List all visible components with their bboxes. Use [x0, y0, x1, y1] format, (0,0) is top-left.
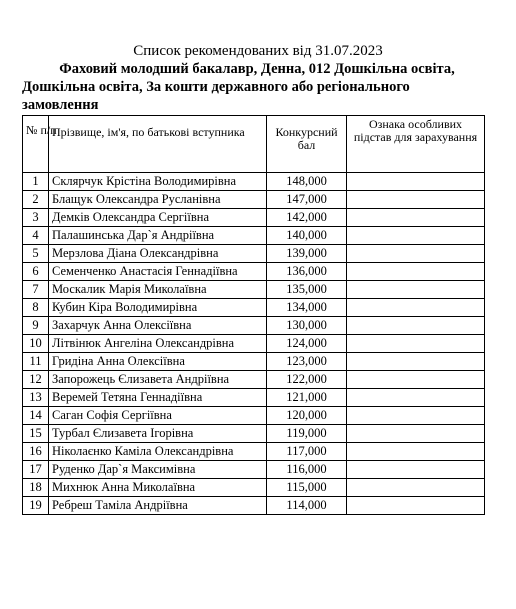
applicant-name-cell: Демків Олександра Сергіївна [49, 209, 267, 227]
row-number-cell: 5 [23, 245, 49, 263]
table-row [23, 443, 485, 461]
applicant-name-cell: Ніколаєнко Каміла Олександрівна [49, 443, 267, 461]
applicant-name-cell: Гридіна Анна Олексіївна [49, 353, 267, 371]
row-number-cell: 11 [23, 353, 49, 371]
column-header-number: № п/п [23, 116, 49, 173]
subtitle-line-2: Дошкільна освіта, За кошти державного або регіонального [22, 79, 410, 95]
table-row [23, 461, 485, 479]
row-number-cell: 19 [23, 497, 49, 515]
table-row [23, 425, 485, 443]
applicants-table [22, 115, 485, 515]
row-number-cell: 3 [23, 209, 49, 227]
row-number-cell: 7 [23, 281, 49, 299]
score-cell: 140,000 [267, 227, 347, 245]
applicant-name-cell: Кубин Кіра Володимирівна [49, 299, 267, 317]
special-grounds-cell [347, 263, 485, 281]
table-row [23, 389, 485, 407]
applicant-name-cell: Москалик Марія Миколаївна [49, 281, 267, 299]
column-header-score: Конкурсний бал [267, 116, 347, 173]
subtitle-line-1: Фаховий молодший бакалавр, Денна, 012 Дошкільна освіта, [59, 61, 455, 77]
applicant-name-cell: Саган Софія Сергіївна [49, 407, 267, 425]
table-row [23, 173, 485, 191]
special-grounds-cell [347, 173, 485, 191]
score-cell: 148,000 [267, 173, 347, 191]
score-cell: 134,000 [267, 299, 347, 317]
score-cell: 136,000 [267, 263, 347, 281]
applicant-name-cell: Турбал Єлизавета Ігорівна [49, 425, 267, 443]
special-grounds-cell [347, 335, 485, 353]
score-cell: 124,000 [267, 335, 347, 353]
applicant-name-cell: Літвінюк Ангеліна Олександрівна [49, 335, 267, 353]
special-grounds-cell [347, 407, 485, 425]
column-header-special-grounds: Ознака особливих підстав для зарахування [347, 116, 485, 173]
applicant-name-cell: Руденко Дар`я Максимівна [49, 461, 267, 479]
row-number-cell: 13 [23, 389, 49, 407]
row-number-cell: 14 [23, 407, 49, 425]
special-grounds-cell [347, 371, 485, 389]
table-row [23, 281, 485, 299]
special-grounds-cell [347, 425, 485, 443]
column-header-name: Прізвище, ім'я, по батькові вступника [49, 116, 267, 173]
applicant-name-cell: Семенченко Анастасія Геннадіївна [49, 263, 267, 281]
special-grounds-cell [347, 245, 485, 263]
row-number-cell: 2 [23, 191, 49, 209]
applicant-name-cell: Блащук Олександра Русланівна [49, 191, 267, 209]
applicant-name-cell: Ребреш Таміла Андріївна [49, 497, 267, 515]
row-number-cell: 10 [23, 335, 49, 353]
row-number-cell: 6 [23, 263, 49, 281]
row-number-cell: 4 [23, 227, 49, 245]
special-grounds-cell [347, 227, 485, 245]
row-number-cell: 18 [23, 479, 49, 497]
table-row [23, 497, 485, 515]
row-number-cell: 15 [23, 425, 49, 443]
special-grounds-cell [347, 281, 485, 299]
applicant-name-cell: Веремей Тетяна Геннадіївна [49, 389, 267, 407]
applicant-name-cell: Палашинська Дар`я Андріївна [49, 227, 267, 245]
score-cell: 130,000 [267, 317, 347, 335]
score-cell: 116,000 [267, 461, 347, 479]
row-number-cell: 16 [23, 443, 49, 461]
score-cell: 147,000 [267, 191, 347, 209]
applicant-name-cell: Захарчук Анна Олексіївна [49, 317, 267, 335]
table-row [23, 479, 485, 497]
special-grounds-cell [347, 317, 485, 335]
score-cell: 114,000 [267, 497, 347, 515]
table-row [23, 245, 485, 263]
score-cell: 115,000 [267, 479, 347, 497]
score-cell: 123,000 [267, 353, 347, 371]
special-grounds-cell [347, 299, 485, 317]
score-cell: 122,000 [267, 371, 347, 389]
score-cell: 120,000 [267, 407, 347, 425]
table-row [23, 371, 485, 389]
applicant-name-cell: Склярчук Крістіна Володимирівна [49, 173, 267, 191]
table-row [23, 353, 485, 371]
row-number-cell: 12 [23, 371, 49, 389]
table-row [23, 227, 485, 245]
row-number-cell: 9 [23, 317, 49, 335]
subtitle-line-3: замовлення [22, 97, 99, 113]
score-cell: 135,000 [267, 281, 347, 299]
special-grounds-cell [347, 209, 485, 227]
special-grounds-cell [347, 389, 485, 407]
special-grounds-cell [347, 191, 485, 209]
special-grounds-cell [347, 461, 485, 479]
applicant-name-cell: Запорожець Єлизавета Андріївна [49, 371, 267, 389]
applicant-name-cell: Мерзлова Діана Олександрівна [49, 245, 267, 263]
table-row [23, 335, 485, 353]
score-cell: 139,000 [267, 245, 347, 263]
table-row [23, 407, 485, 425]
table-row [23, 317, 485, 335]
program-subtitle [22, 60, 492, 114]
applicant-name-cell: Михнюк Анна Миколаївна [49, 479, 267, 497]
table-row [23, 191, 485, 209]
score-cell: 117,000 [267, 443, 347, 461]
page-title: Список рекомендованих від 31.07.2023 [133, 43, 383, 59]
table-row [23, 263, 485, 281]
table-header-row [23, 116, 485, 173]
table-row [23, 299, 485, 317]
table-row [23, 209, 485, 227]
special-grounds-cell [347, 353, 485, 371]
score-cell: 121,000 [267, 389, 347, 407]
row-number-cell: 8 [23, 299, 49, 317]
special-grounds-cell [347, 497, 485, 515]
special-grounds-cell [347, 479, 485, 497]
row-number-cell: 17 [23, 461, 49, 479]
row-number-cell: 1 [23, 173, 49, 191]
score-cell: 119,000 [267, 425, 347, 443]
special-grounds-cell [347, 443, 485, 461]
score-cell: 142,000 [267, 209, 347, 227]
